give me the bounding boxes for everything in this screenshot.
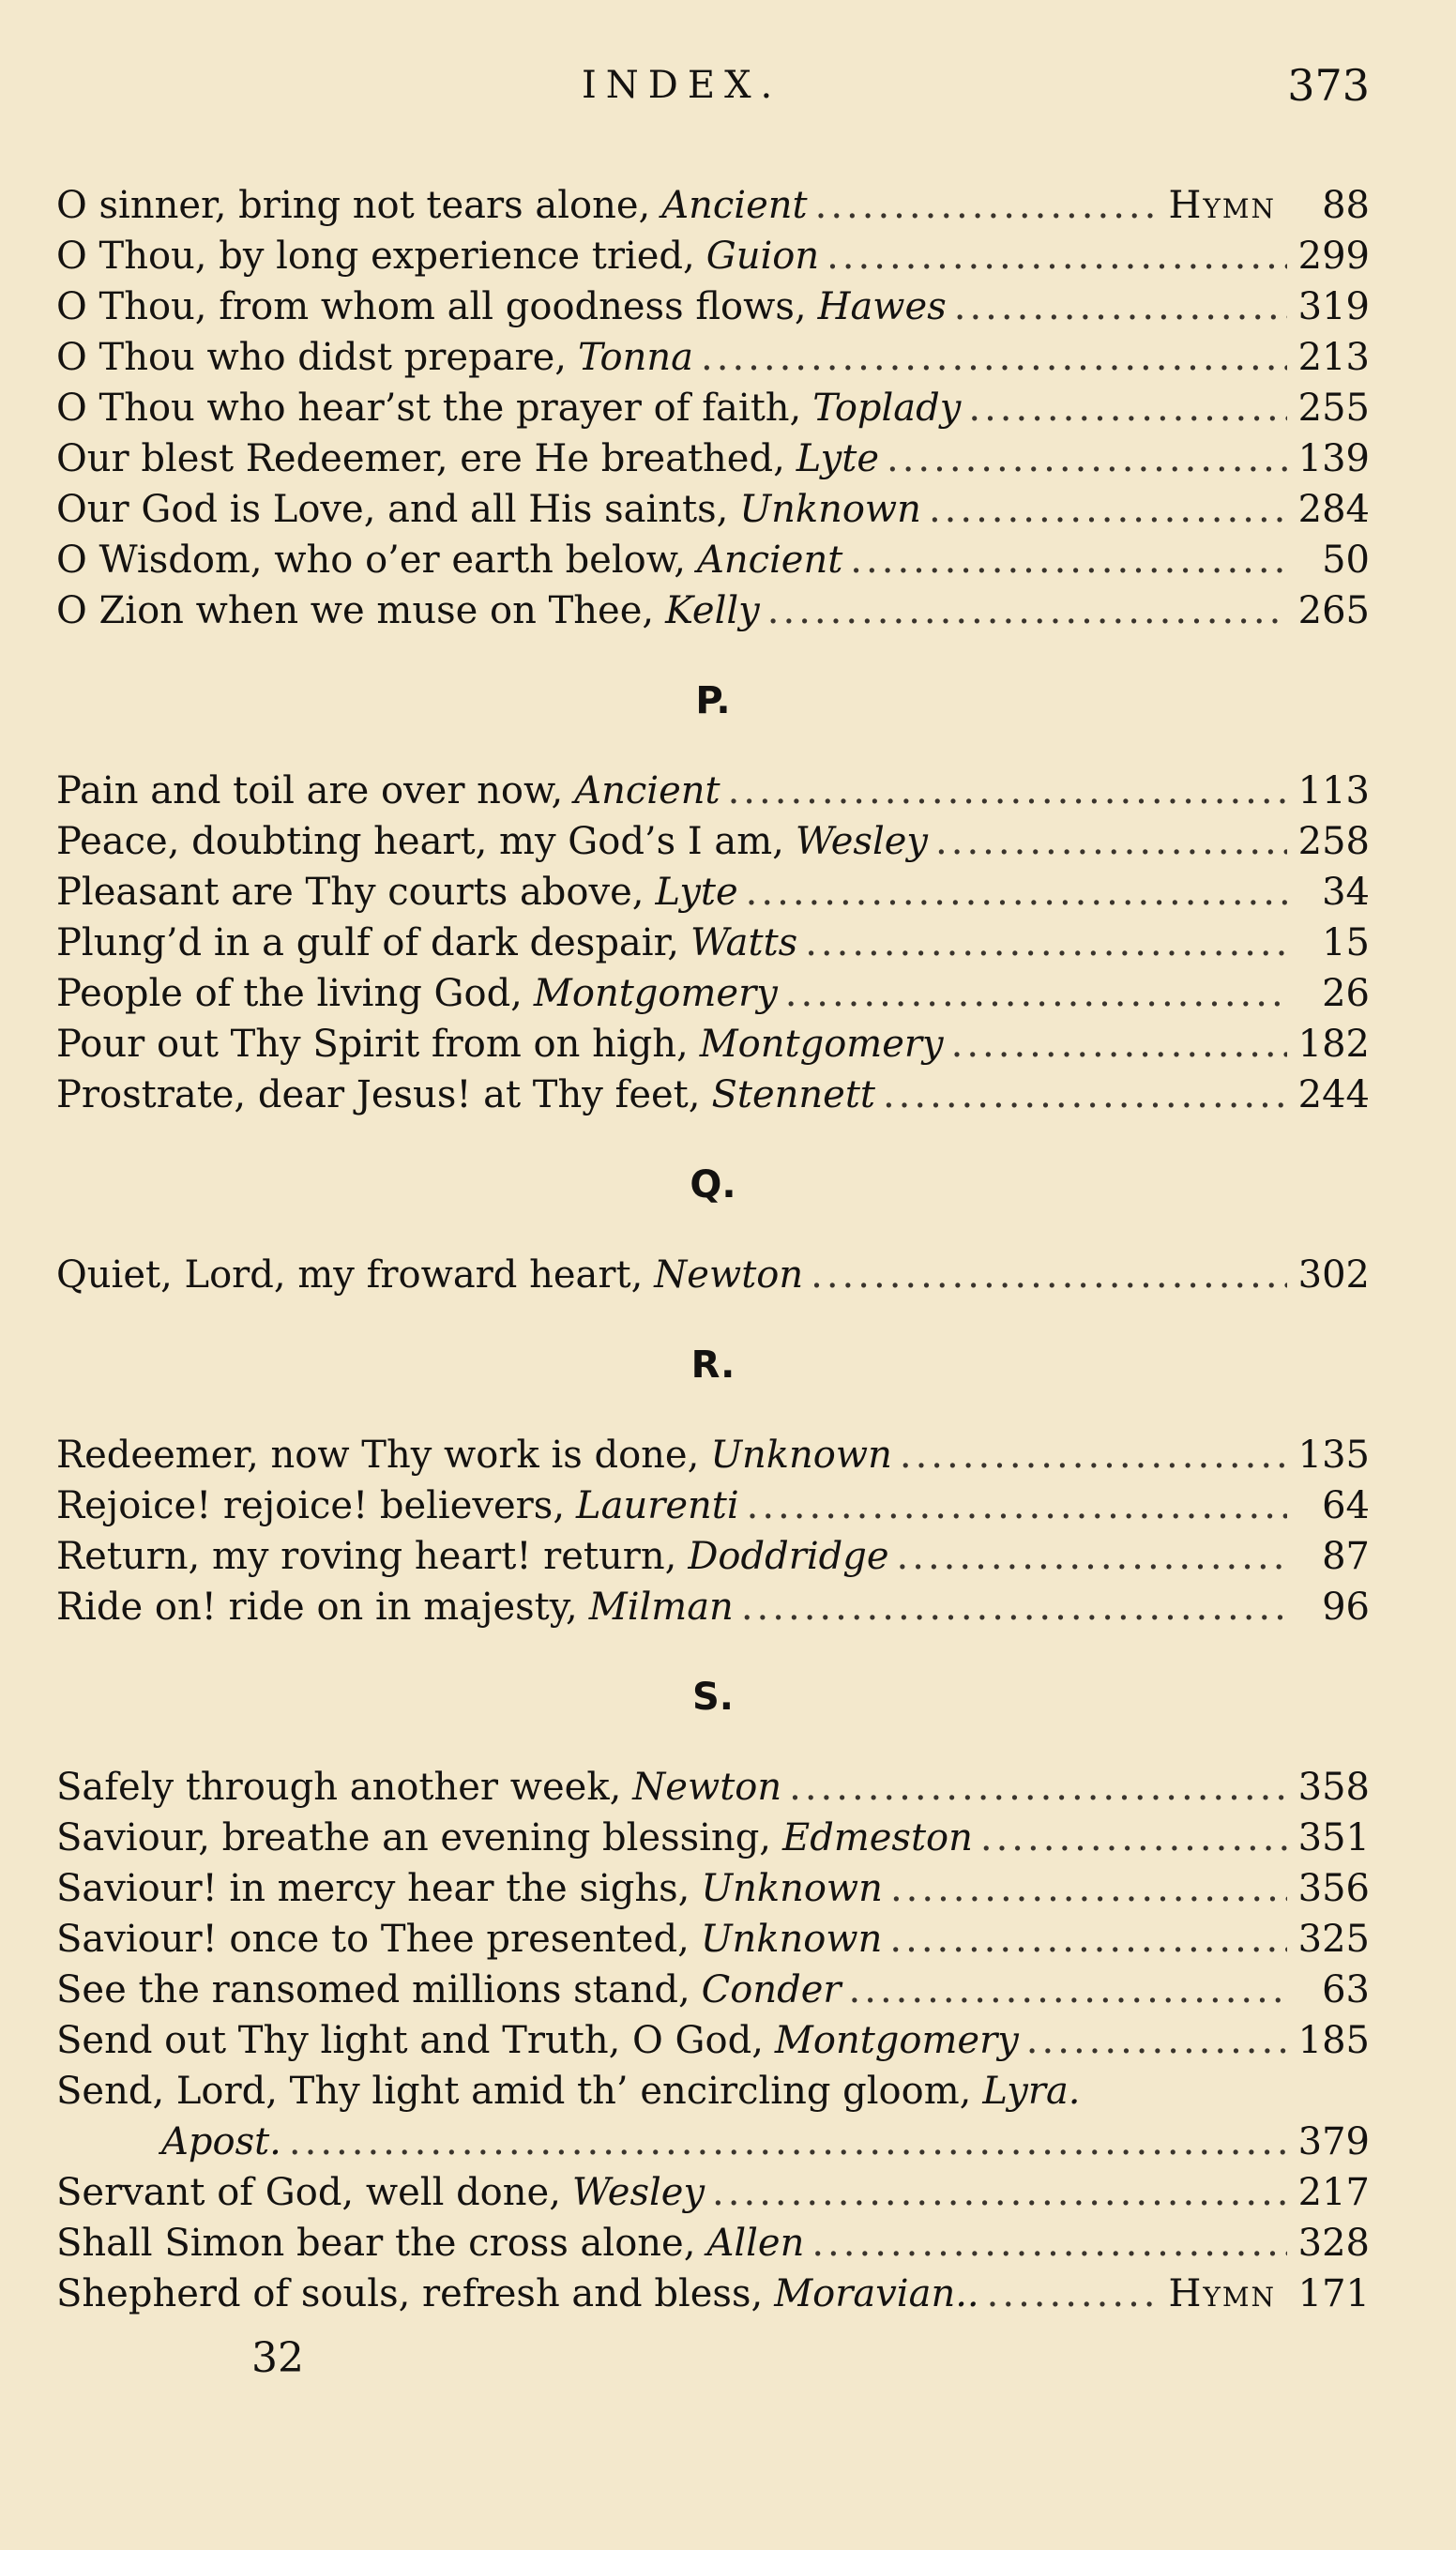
dot-leader bbox=[883, 1070, 1287, 1120]
index-entry bbox=[56, 1430, 1370, 1480]
hymn-author: Allen bbox=[706, 2222, 805, 2265]
hymn-number: 182 bbox=[1297, 1023, 1370, 1066]
index-entry bbox=[56, 2269, 1370, 2319]
hymn-number: 213 bbox=[1297, 336, 1370, 379]
hymn-number: 258 bbox=[1297, 820, 1370, 863]
hymn-number: 26 bbox=[1322, 972, 1370, 1015]
hymn-first-line: Saviour! in mercy hear the sighs, bbox=[56, 1867, 690, 1910]
index-entry bbox=[56, 383, 1370, 433]
dot-leader bbox=[897, 1531, 1287, 1582]
index-entry bbox=[56, 1863, 1370, 1914]
dot-leader bbox=[805, 918, 1287, 968]
index-entry bbox=[56, 2167, 1370, 2218]
hymn-first-line: Ride on! ride on in majesty, bbox=[56, 1586, 578, 1629]
hymn-first-line: See the ransomed millions stand, bbox=[56, 1968, 690, 2011]
index-entry bbox=[56, 332, 1370, 383]
hymn-author: Watts bbox=[690, 921, 798, 964]
dot-leader bbox=[712, 2167, 1287, 2218]
hymn-number: 299 bbox=[1297, 235, 1370, 278]
hymn-author: Tonna bbox=[577, 336, 694, 379]
hymn-index-list bbox=[56, 180, 1370, 2319]
hymn-author: Milman bbox=[588, 1586, 734, 1629]
hymn-first-line: Shall Simon bear the cross alone, bbox=[56, 2222, 696, 2265]
section-letter: R. bbox=[690, 1343, 736, 1387]
index-entry bbox=[56, 585, 1370, 636]
dot-leader bbox=[951, 1019, 1287, 1070]
dot-leader bbox=[789, 1762, 1287, 1813]
hymn-first-line: Servant of God, well done, bbox=[56, 2171, 561, 2214]
hymn-first-line: Peace, doubting heart, my God’s I am, bbox=[56, 820, 784, 863]
index-entry bbox=[56, 2066, 1370, 2117]
hymn-author: Unknown bbox=[710, 1434, 892, 1477]
hymn-author: Unknown bbox=[701, 1867, 883, 1910]
hymn-number: 113 bbox=[1297, 769, 1370, 812]
index-entry bbox=[56, 2015, 1370, 2066]
hymn-number: 328 bbox=[1297, 2222, 1370, 2265]
dot-leader bbox=[929, 484, 1287, 535]
hymn-number: 63 bbox=[1322, 1968, 1370, 2011]
hymn-number: 325 bbox=[1297, 1918, 1370, 1961]
signature-mark: 32 bbox=[251, 2334, 304, 2382]
dot-leader bbox=[767, 585, 1287, 636]
hymn-number: 217 bbox=[1297, 2171, 1370, 2214]
dot-leader bbox=[811, 2218, 1287, 2269]
hymn-number: 356 bbox=[1297, 1867, 1370, 1910]
hymn-number: 185 bbox=[1297, 2019, 1370, 2062]
index-entry bbox=[56, 1582, 1370, 1632]
hymn-first-line: Saviour! once to Thee presented, bbox=[56, 1918, 690, 1961]
hymn-first-line: Send out Thy light and Truth, O God, bbox=[56, 2019, 764, 2062]
dot-leader bbox=[785, 968, 1287, 1019]
hymn-author: Unknown bbox=[739, 488, 921, 531]
index-entry bbox=[56, 433, 1370, 484]
hymn-author: Lyte bbox=[796, 437, 879, 480]
hymn-number: 244 bbox=[1297, 1073, 1370, 1116]
dot-leader bbox=[747, 1480, 1287, 1531]
hymn-number: 96 bbox=[1322, 1586, 1370, 1629]
hymn-author: Ancient bbox=[661, 184, 808, 227]
index-entry bbox=[56, 1019, 1370, 1070]
hymn-first-line: Rejoice! rejoice! believers, bbox=[56, 1484, 566, 1527]
hymn-author: Kelly bbox=[665, 589, 760, 632]
section-letter: P. bbox=[695, 679, 731, 722]
dot-leader bbox=[890, 1863, 1287, 1914]
hymn-number: 265 bbox=[1297, 589, 1370, 632]
hymn-first-line: Quiet, Lord, my froward heart, bbox=[56, 1253, 644, 1297]
index-entry bbox=[56, 1070, 1370, 1120]
hymn-first-line: Send, Lord, Thy light amid th’ encircling gloom, bbox=[56, 2070, 972, 2113]
page-number: 373 bbox=[1287, 60, 1370, 111]
hymn-author: Newton bbox=[654, 1253, 804, 1297]
index-entry bbox=[56, 816, 1370, 867]
hymn-number: 284 bbox=[1297, 488, 1370, 531]
hymn-number: 171 bbox=[1297, 2272, 1370, 2315]
hymn-number: 319 bbox=[1297, 285, 1370, 328]
dot-leader bbox=[887, 433, 1287, 484]
hymn-first-line: Safely through another week, bbox=[56, 1766, 622, 1809]
hymn-first-line: Our God is Love, and all His saints, bbox=[56, 488, 729, 531]
dot-leader bbox=[728, 766, 1287, 816]
hymn-author: Laurenti bbox=[576, 1484, 739, 1527]
hymn-author: Montgomery bbox=[533, 972, 778, 1015]
index-entry bbox=[56, 968, 1370, 1019]
section-letter: Q. bbox=[690, 1163, 736, 1207]
hymn-first-line: Pain and toil are over now, bbox=[56, 769, 564, 812]
index-entry bbox=[56, 535, 1370, 585]
hymn-label: Hymn bbox=[1168, 184, 1276, 227]
index-entry bbox=[56, 180, 1370, 231]
hymn-first-line: O Wisdom, who o’er earth below, bbox=[56, 539, 686, 582]
dot-leader bbox=[954, 281, 1287, 332]
hymn-first-line: O Thou who hear’st the prayer of faith, bbox=[56, 387, 802, 430]
dot-leader bbox=[980, 1813, 1287, 1863]
index-entry bbox=[56, 2218, 1370, 2269]
dot-leader bbox=[815, 180, 1161, 231]
dot-leader bbox=[935, 816, 1287, 867]
hymn-author: Newton bbox=[632, 1766, 782, 1809]
hymn-author: Ancient bbox=[574, 769, 720, 812]
index-entry bbox=[56, 1480, 1370, 1531]
dot-leader bbox=[746, 867, 1287, 918]
dot-leader bbox=[900, 1430, 1287, 1480]
dot-leader bbox=[289, 2117, 1287, 2167]
index-entry bbox=[56, 484, 1370, 535]
dot-leader bbox=[811, 1250, 1287, 1300]
hymn-author: Conder bbox=[701, 1968, 842, 2011]
dot-leader bbox=[741, 1582, 1287, 1632]
hymn-author: Wesley bbox=[795, 820, 929, 863]
hymn-number: 351 bbox=[1297, 1816, 1370, 1859]
dot-leader bbox=[827, 231, 1287, 281]
hymn-author: Guion bbox=[705, 235, 820, 278]
dot-leader bbox=[968, 383, 1287, 433]
dot-leader bbox=[701, 332, 1287, 383]
hymn-author: Montgomery bbox=[699, 1023, 944, 1066]
page-title: INDEX. bbox=[582, 64, 782, 107]
hymn-first-line: O Zion when we muse on Thee, bbox=[56, 589, 655, 632]
hymn-number: 88 bbox=[1322, 184, 1370, 227]
page-header bbox=[56, 60, 1370, 120]
hymn-author: Wesley bbox=[571, 2171, 705, 2214]
dot-leader bbox=[849, 1965, 1287, 2015]
hymn-number: 15 bbox=[1322, 921, 1370, 964]
index-entry bbox=[56, 918, 1370, 968]
hymn-author: Moravian.. bbox=[774, 2272, 979, 2315]
hymn-author: Ancient bbox=[696, 539, 843, 582]
hymn-first-line: Plung’d in a gulf of dark despair, bbox=[56, 921, 680, 964]
hymn-first-line: People of the living God, bbox=[56, 972, 523, 1015]
hymn-number: 87 bbox=[1322, 1535, 1370, 1578]
hymn-author: Hawes bbox=[817, 285, 947, 328]
index-entry bbox=[56, 1250, 1370, 1300]
hymn-number: 139 bbox=[1297, 437, 1370, 480]
hymn-author: Toplady bbox=[812, 387, 962, 430]
hymn-number: 64 bbox=[1322, 1484, 1370, 1527]
dot-leader bbox=[987, 2269, 1161, 2319]
hymn-number: 302 bbox=[1297, 1253, 1370, 1297]
hymn-author: Lyra. bbox=[982, 2070, 1081, 2113]
hymn-author: Lyte bbox=[655, 871, 738, 914]
hymn-first-line: Pour out Thy Spirit from on high, bbox=[56, 1023, 689, 1066]
index-entry bbox=[56, 1914, 1370, 1965]
index-entry bbox=[56, 1813, 1370, 1863]
hymn-first-line: Prostrate, dear Jesus! at Thy feet, bbox=[56, 1073, 701, 1116]
index-entry bbox=[56, 231, 1370, 281]
hymn-author: Edmeston bbox=[782, 1816, 973, 1859]
hymn-number: 379 bbox=[1297, 2120, 1370, 2163]
hymn-first-line: O Thou, from whom all goodness flows, bbox=[56, 285, 807, 328]
hymn-first-line: Saviour, breathe an evening blessing, bbox=[56, 1816, 772, 1859]
index-entry bbox=[56, 766, 1370, 816]
section-letter: S. bbox=[691, 1676, 734, 1719]
hymn-author: Doddridge bbox=[688, 1535, 889, 1578]
index-entry bbox=[56, 1965, 1370, 2015]
hymn-author: Unknown bbox=[700, 1918, 883, 1961]
hymn-first-line: Our blest Redeemer, ere He breathed, bbox=[56, 437, 785, 480]
hymn-first-line: Redeemer, now Thy work is done, bbox=[56, 1434, 700, 1477]
hymn-first-line: O Thou, by long experience tried, bbox=[56, 235, 695, 278]
dot-leader bbox=[850, 535, 1287, 585]
hymn-label: Hymn bbox=[1168, 2272, 1276, 2315]
hymn-first-line: Shepherd of souls, refresh and bless, bbox=[56, 2272, 764, 2315]
hymn-number: 50 bbox=[1322, 539, 1370, 582]
hymn-author: Montgomery bbox=[774, 2019, 1019, 2062]
hymn-number: 255 bbox=[1297, 387, 1370, 430]
hymn-first-line: O sinner, bring not tears alone, bbox=[56, 184, 651, 227]
hymn-first-line: Pleasant are Thy courts above, bbox=[56, 871, 645, 914]
index-entry bbox=[56, 1762, 1370, 1813]
hymn-author: Apost. bbox=[161, 2120, 281, 2163]
hymn-first-line: O Thou who didst prepare, bbox=[56, 336, 567, 379]
hymn-first-line: Return, my roving heart! return, bbox=[56, 1535, 677, 1578]
index-entry bbox=[56, 867, 1370, 918]
dot-leader bbox=[1026, 2015, 1287, 2066]
index-entry bbox=[56, 281, 1370, 332]
dot-leader bbox=[889, 1914, 1287, 1965]
hymn-number: 34 bbox=[1322, 871, 1370, 914]
hymn-number: 358 bbox=[1297, 1766, 1370, 1809]
index-entry bbox=[56, 1531, 1370, 1582]
hymn-number: 135 bbox=[1297, 1434, 1370, 1477]
hymn-author: Stennett bbox=[711, 1073, 875, 1116]
index-entry bbox=[56, 2117, 1370, 2167]
